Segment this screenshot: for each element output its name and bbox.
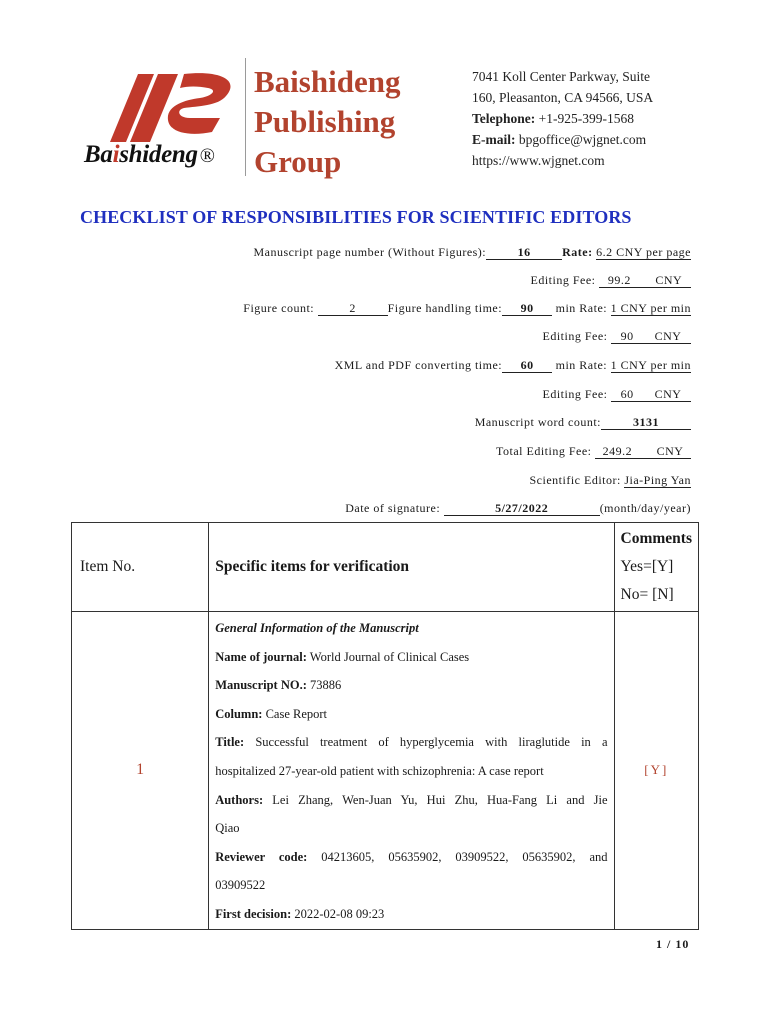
brand-name: Baishideng Publishing Group bbox=[254, 64, 401, 179]
xml-line: XML and PDF converting time: 60 min Rate: 1 CNY per min bbox=[334, 358, 691, 372]
page-number: 1 / 10 bbox=[656, 937, 690, 951]
publisher-address: 7041 Koll Center Parkway, Suite 160, Pleasanton, CA 94566, USA Telephone: +1-925-399-1568 E-mail: bpgoffice@wjgnet.com https://www.wjgnet.com bbox=[472, 66, 653, 171]
col-comments-header: Comments Yes=[Y] No= [N] bbox=[614, 523, 698, 612]
editing-fee-line-3: Editing Fee: 60 CNY bbox=[543, 387, 692, 402]
brand-divider bbox=[245, 58, 246, 176]
figure-line: Figure count: 2 Figure handling time: 90 min Rate: 1 CNY per min bbox=[243, 301, 691, 315]
item-number: 1 bbox=[72, 612, 209, 930]
editing-fee-line-2: Editing Fee: 90 CNY bbox=[543, 329, 692, 344]
table-row bbox=[72, 612, 699, 930]
sci-editor-line: Scientific Editor: Jia-Ping Yan bbox=[529, 473, 691, 487]
col-spec-header: Specific items for verification bbox=[209, 523, 614, 612]
item-details: General Information of the Manuscript Name of journal: World Journal of Clinical Cases Manuscript NO.: 73886 Column: Case Report Title: Successful treatment of hyperglycemia with liraglutide in a hospitalized 27-year-old patient with schizophrenia: A case report Authors: Lei Zhang, Wen-Juan Yu, Hui Zhu, Hua-Fang Li and Jie Qiao Reviewer code: 04213605, 05635902, 03909522, 05635902, and 03909522 First decision: 2022-02-08 09:23 bbox=[209, 612, 614, 930]
checklist-table bbox=[71, 522, 699, 930]
total-fee-line: Total Editing Fee: 249.2 CNY bbox=[496, 444, 691, 459]
page-title: CHECKLIST OF RESPONSIBILITIES FOR SCIENTIFIC EDITORS bbox=[80, 207, 632, 227]
item-answer: [Y] bbox=[614, 612, 698, 930]
table-header-row bbox=[72, 523, 699, 612]
website-link[interactable]: https://www.wjgnet.com bbox=[472, 153, 605, 168]
editing-fee-line-1: Editing Fee: 99.2 CNY bbox=[531, 273, 692, 288]
signature-date-line: Date of signature: 5/27/2022 (month/day/year) bbox=[345, 501, 691, 515]
col-item-header: Item No. bbox=[72, 523, 209, 612]
logo-wordmark: Baishideng ® bbox=[84, 141, 215, 168]
word-count-line: Manuscript word count: 3131 bbox=[475, 415, 691, 430]
ms-pages-line: Manuscript page number (Without Figures): 16 Rate: 6.2 CNY per page bbox=[253, 245, 691, 259]
email-link[interactable]: bpgoffice@wjgnet.com bbox=[518, 132, 647, 147]
